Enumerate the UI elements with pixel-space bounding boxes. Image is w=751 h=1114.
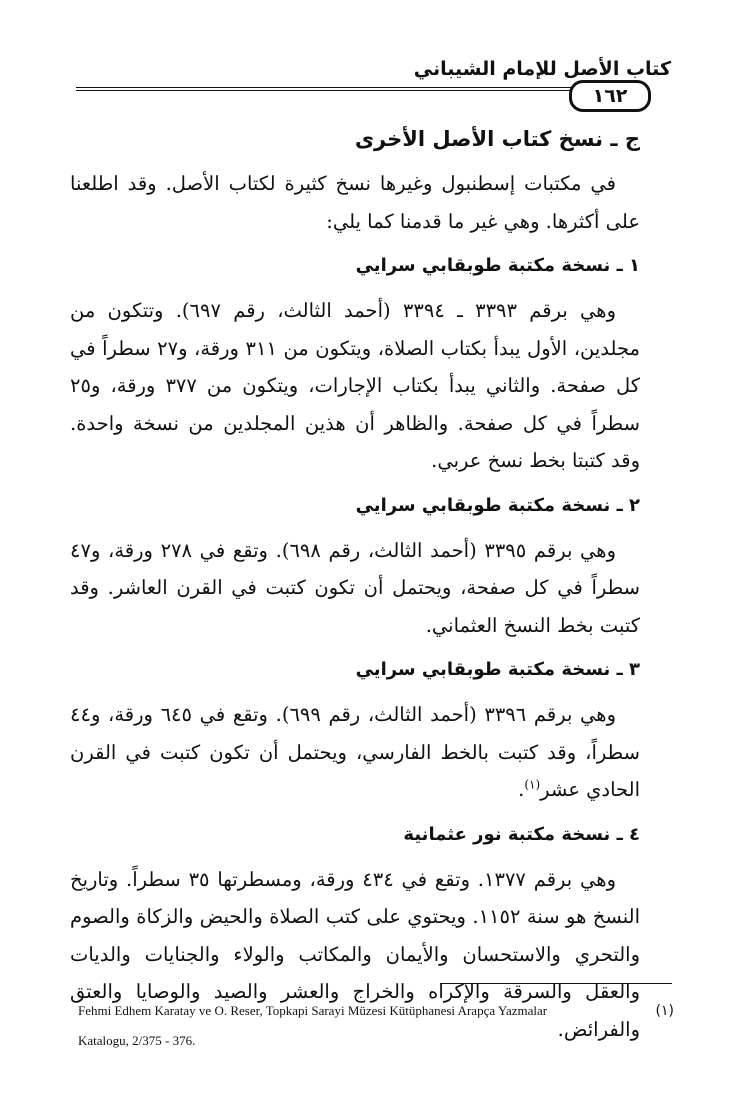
page-number: ١٦٢ xyxy=(569,80,651,112)
footnote-text-line1: Fehmi Edhem Karatay ve O. Reser, Topkapi Sarayi Müzesi Kütüphanesi Arapça Yazmalar xyxy=(78,1003,548,1018)
section-heading: ج ـ نسخ كتاب الأصل الأخرى xyxy=(354,127,640,151)
subsection-text-1: وهي برقم ٣٣٩٣ ـ ٣٣٩٤ (أحمد الثالث، رقم ٦٩٧). وتتكون من مجلدين، الأول يبدأ بكتاب الصلاة، ويتكون من ٣١١ ورقة، و٢٧ سطراً في كل صفحة. والثاني يبدأ بكتاب الإجارات، ويتكون من ٣٧٧ ورقة، و٢٥ سطراً في كل صفحة. والظاهر أن هذين المجلدين من نسخة واحدة. وقد كتبتا بخط نسخ عربي. xyxy=(70,299,640,472)
intro-paragraph: في مكتبات إسطنبول وغيرها نسخ كثيرة لكتاب الأصل. وقد اطلعنا على أكثرها. وهي غير ما قدمنا كما يلي: xyxy=(70,172,640,233)
main-content xyxy=(70,113,640,1048)
header-rule xyxy=(76,87,573,91)
subsection-title-3: ٣ ـ نسخة مكتبة طوبقابي سرايي xyxy=(355,659,640,680)
footnote-text-line2: Katalogu, 2/375 - 376. xyxy=(78,1033,196,1048)
subsection-text-4: وهي برقم ١٣٧٧. وتقع في ٤٣٤ ورقة، ومسطرتها ٣٥ سطراً. وتاريخ النسخ هو سنة ١١٥٢. ويحتوي على كتب الصلاة والحيض والزكاة والصوم والتحري والاستحسان والأيمان والمكاتب والولاء والجنايات والديات والعقل والسرقة والإكراه والخراج والعشر والصيد والوصايا والعتق والفرائض. xyxy=(70,867,641,1041)
footnote-number: (١) xyxy=(655,1003,674,1019)
subsection-title-2: ٢ ـ نسخة مكتبة طوبقابي سرايي xyxy=(355,494,640,516)
subsection-text-3: وهي برقم ٣٣٩٦ (أحمد الثالث، رقم ٦٩٩). وتقع في ٦٤٥ ورقة، و٤٤ سطراً، وقد كتبت بالخط الفارسي، ويحتمل أن تكون كتبت في القرن الحادي عشر xyxy=(70,703,640,801)
footnote-reference[interactable]: (١) xyxy=(524,777,541,792)
running-title: كتاب الأصل للإمام الشيباني xyxy=(413,58,671,80)
subsection-text-3-wrapper xyxy=(70,696,640,809)
subsection-text-2: وهي برقم ٣٣٩٥ (أحمد الثالث، رقم ٦٩٨). وتقع في ٢٧٨ ورقة، و٤٧ سطراً في كل صفحة، ويحتمل أن تكون كتبت في القرن العاشر. وقد كتبت بخط النسخ العثماني. xyxy=(70,538,640,637)
footnote-separator xyxy=(440,983,672,984)
subsection-title-4: ٤ ـ نسخة مكتبة نور عثمانية xyxy=(403,823,640,845)
subsection-title-1: ١ ـ نسخة مكتبة طوبقابي سرايي xyxy=(355,255,640,276)
subsection-text-3-end: . xyxy=(518,778,525,801)
